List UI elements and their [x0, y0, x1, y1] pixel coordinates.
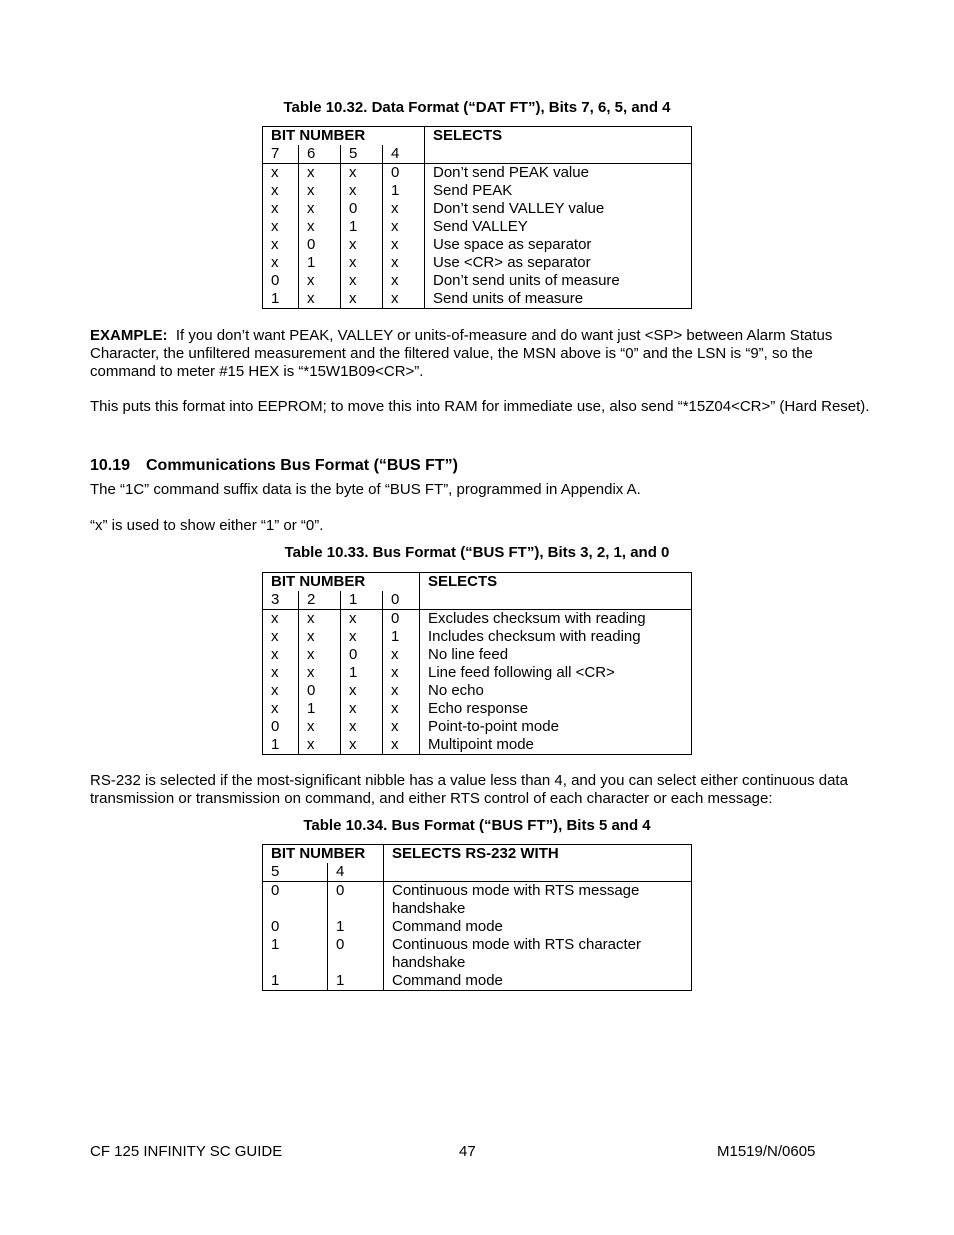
selects-description: Line feed following all <CR>: [420, 664, 692, 682]
bit-value: x: [271, 682, 279, 699]
selects-description: Send VALLEY: [425, 218, 692, 236]
table-row: [263, 290, 692, 309]
table-row: [263, 182, 692, 200]
selects-description: Don’t send PEAK value: [425, 164, 692, 183]
example-text: If you don’t want PEAK, VALLEY or units-of-measure and do want just <SP> between Alarm Status Character, the unfiltered measurement and the filtered value, the MSN above is “0” and the LSN is “9”, so the command to meter #15 HEX is “*15W1B09<CR>”.: [90, 327, 833, 380]
bit-value: x: [299, 628, 341, 646]
section-heading: [90, 457, 458, 475]
table-10-34-caption: Table 10.34. Bus Format (“BUS FT”), Bits 5 and 4: [303, 817, 651, 834]
bit-value: 0: [299, 682, 341, 700]
selects-description: Use space as separator: [425, 236, 692, 254]
bit-label: 2: [299, 591, 341, 610]
bit-value: 1: [341, 218, 383, 236]
table-10-34: [262, 844, 692, 991]
bit-value: x: [299, 736, 341, 755]
bit-value: x: [383, 682, 420, 700]
bit-value: 0: [271, 272, 280, 289]
bit-value: x: [299, 164, 341, 183]
selects-description: Continuous mode with RTS message handshake: [384, 882, 692, 919]
bit-value: 0: [341, 200, 383, 218]
bit-value: x: [271, 200, 279, 217]
bit-value: 1: [299, 700, 341, 718]
bit-value: x: [341, 182, 383, 200]
rs232-paragraph: RS-232 is selected if the most-significant nibble has a value less than 4, and you can select either continuous data transmission or transmission on command, and either RTS control of each character or each message:: [90, 772, 848, 807]
bit-value: 0: [271, 918, 280, 935]
bit-value: 0: [328, 882, 384, 919]
selects-description: Don’t send units of measure: [425, 272, 692, 290]
selects-header: SELECTS RS-232 WITH: [384, 845, 692, 882]
table-row: [263, 882, 692, 919]
table-header-row: [263, 845, 692, 864]
table-row: [263, 682, 692, 700]
bit-value: 0: [383, 164, 425, 183]
bit-value: 1: [383, 182, 425, 200]
bit-label: 4: [383, 145, 425, 164]
bit-value: 0: [383, 610, 420, 629]
bit-value: 0: [271, 718, 280, 735]
bit-value: x: [299, 290, 341, 309]
bit-value: 1: [271, 972, 280, 989]
bit-value: x: [341, 718, 383, 736]
bit-value: x: [263, 610, 299, 629]
table-row: [263, 936, 692, 972]
bit-value: x: [383, 718, 420, 736]
table-row: [263, 610, 692, 629]
bit-value: x: [341, 736, 383, 755]
table-10-33-caption: Table 10.33. Bus Format (“BUS FT”), Bits 3, 2, 1, and 0: [284, 544, 670, 561]
eeprom-paragraph: This puts this format into EEPROM; to move this into RAM for immediate use, also send “*15Z04<CR>” (Hard Reset).: [90, 398, 870, 415]
footer-page-number: 47: [459, 1143, 476, 1160]
bit-value: x: [299, 646, 341, 664]
bit-value: 0: [341, 646, 383, 664]
bit-value: 1: [328, 918, 384, 936]
bit-value: x: [341, 290, 383, 309]
example-label: EXAMPLE:: [90, 327, 168, 344]
selects-description: Use <CR> as separator: [425, 254, 692, 272]
example-paragraph: [90, 327, 880, 381]
table-row: [263, 218, 692, 236]
bit-value: x: [383, 664, 420, 682]
selects-description: No line feed: [420, 646, 692, 664]
bit-number-header: BIT NUMBER: [271, 127, 366, 144]
bit-value: 1: [383, 628, 420, 646]
bit-value: x: [271, 628, 279, 645]
bit-value: x: [341, 236, 383, 254]
bit-value: x: [299, 610, 341, 629]
bit-value: x: [341, 610, 383, 629]
bit-value: x: [383, 272, 425, 290]
bit-label: 7: [271, 145, 280, 162]
table-row: [263, 164, 692, 183]
section-intro: The “1C” command suffix data is the byte of “BUS FT”, programmed in Appendix A.: [90, 481, 641, 498]
section-number: 10.19: [90, 457, 131, 474]
footer-right: M1519/N/0605: [717, 1143, 816, 1160]
selects-description: Includes checksum with reading: [420, 628, 692, 646]
bit-value: x: [263, 164, 299, 183]
bit-number-header: BIT NUMBER: [271, 845, 366, 862]
selects-description: Continuous mode with RTS character handshake: [384, 936, 692, 972]
bit-value: 1: [341, 664, 383, 682]
table-row: [263, 718, 692, 736]
bit-value: 1: [271, 936, 280, 953]
bit-value: x: [271, 646, 279, 663]
table-row: [263, 664, 692, 682]
bit-value: x: [271, 664, 279, 681]
table-row: [263, 972, 692, 991]
bit-value: x: [299, 664, 341, 682]
bit-label: 0: [383, 591, 420, 610]
bit-value: x: [271, 236, 279, 253]
selects-description: Excludes checksum with reading: [420, 610, 692, 629]
table-10-32: [262, 126, 692, 309]
selects-description: Point-to-point mode: [420, 718, 692, 736]
bit-value: x: [299, 272, 341, 290]
bit-value: x: [341, 682, 383, 700]
bit-value: 0: [263, 882, 328, 919]
selects-header: SELECTS: [420, 573, 692, 610]
bit-value: 0: [328, 936, 384, 972]
table-10-33: [262, 572, 692, 755]
selects-description: Echo response: [420, 700, 692, 718]
table-row: [263, 236, 692, 254]
bit-value: x: [299, 718, 341, 736]
bit-value: 1: [299, 254, 341, 272]
bit-label: 1: [341, 591, 383, 610]
table-10-32-caption: Table 10.32. Data Format (“DAT FT”), Bits 7, 6, 5, and 4: [283, 99, 671, 116]
bit-value: x: [341, 164, 383, 183]
bit-value: x: [341, 628, 383, 646]
table-row: [263, 272, 692, 290]
bit-value: x: [383, 218, 425, 236]
table-row: [263, 736, 692, 755]
bit-value: x: [383, 200, 425, 218]
bit-value: x: [271, 254, 279, 271]
bit-label: 4: [328, 863, 384, 882]
bit-value: x: [341, 272, 383, 290]
bit-label: 6: [299, 145, 341, 164]
section-title: Communications Bus Format (“BUS FT”): [146, 457, 459, 474]
bit-value: x: [271, 218, 279, 235]
selects-description: Command mode: [384, 918, 692, 936]
selects-description: Send PEAK: [425, 182, 692, 200]
bit-value: x: [383, 254, 425, 272]
bit-value: x: [271, 700, 279, 717]
selects-description: Multipoint mode: [420, 736, 692, 755]
table-header-row: [263, 127, 692, 146]
bit-value: x: [383, 290, 425, 309]
bit-value: x: [383, 736, 420, 755]
bit-value: x: [383, 646, 420, 664]
x-note: “x” is used to show either “1” or “0”.: [90, 517, 324, 534]
selects-header: SELECTS: [425, 127, 692, 164]
bit-value: x: [341, 700, 383, 718]
bit-value: 0: [299, 236, 341, 254]
bit-value: x: [299, 182, 341, 200]
footer-left: CF 125 INFINITY SC GUIDE: [90, 1143, 283, 1160]
table-row: [263, 200, 692, 218]
table-row: [263, 700, 692, 718]
selects-description: No echo: [420, 682, 692, 700]
table-row: [263, 918, 692, 936]
bit-value: x: [299, 200, 341, 218]
table-header-row: [263, 573, 692, 592]
bit-value: 1: [271, 290, 280, 307]
selects-description: Command mode: [384, 972, 692, 991]
selects-description: Don’t send VALLEY value: [425, 200, 692, 218]
table-row: [263, 254, 692, 272]
table-row: [263, 628, 692, 646]
bit-value: x: [341, 254, 383, 272]
bit-value: x: [271, 182, 279, 199]
bit-value: x: [383, 236, 425, 254]
bit-value: 1: [328, 972, 384, 991]
bit-label: 3: [271, 591, 280, 608]
bit-label: 5: [341, 145, 383, 164]
bit-value: x: [383, 700, 420, 718]
bit-value: x: [299, 218, 341, 236]
bit-number-header: BIT NUMBER: [271, 573, 366, 590]
bit-label: 5: [271, 863, 280, 880]
bit-value: 1: [271, 736, 280, 753]
selects-description: Send units of measure: [425, 290, 692, 309]
table-row: [263, 646, 692, 664]
